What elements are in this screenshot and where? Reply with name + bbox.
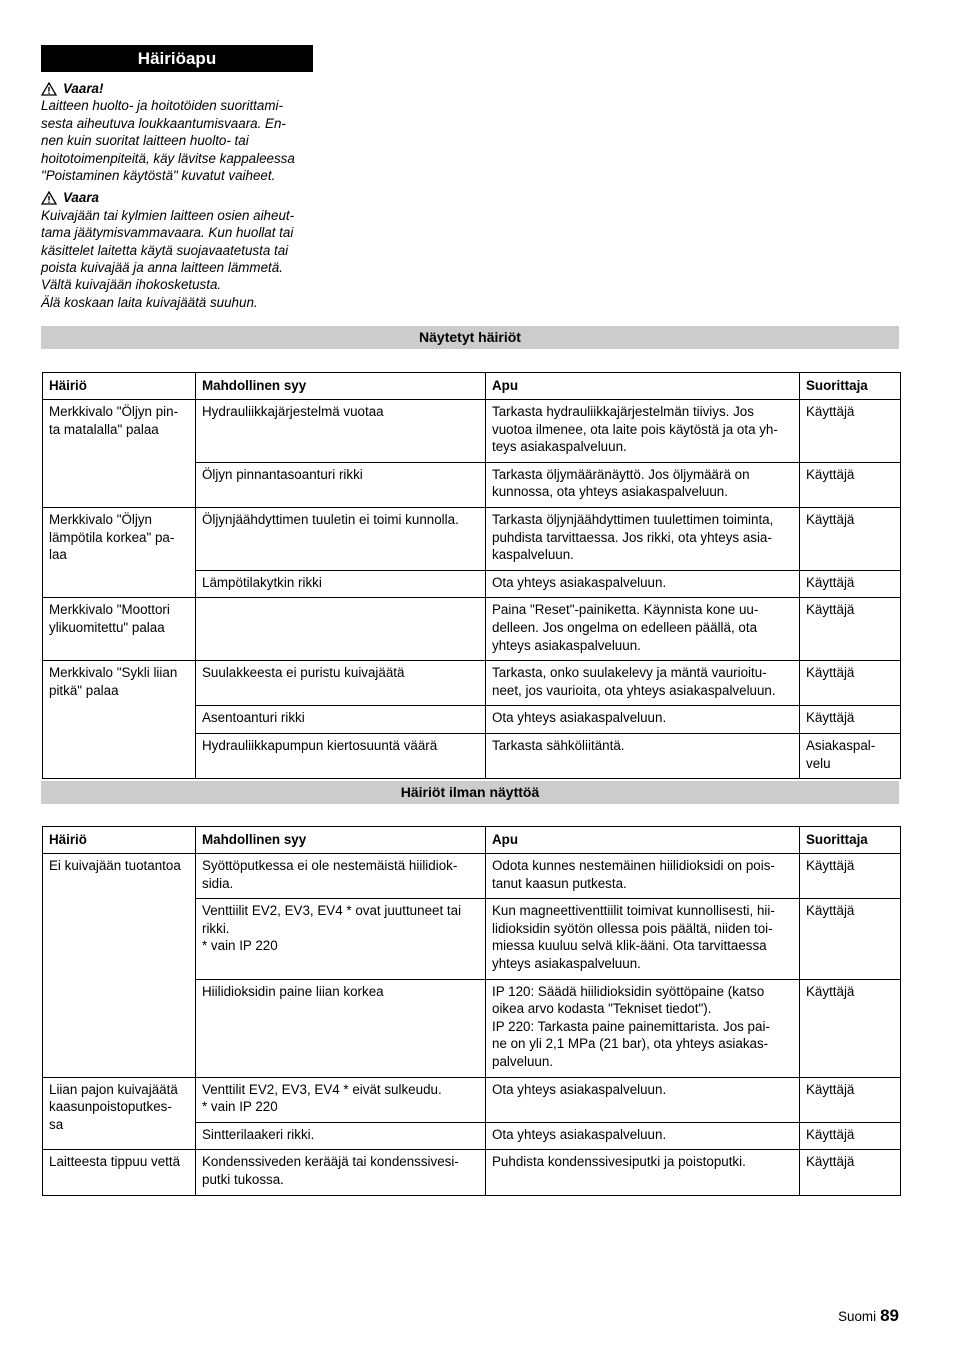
cell-line: Käyttäjä <box>806 574 855 590</box>
remedy-cell <box>486 706 800 734</box>
warning-line: poista kuivajää ja anna laitteen lämmetä. <box>41 260 283 276</box>
cause-cell <box>196 1077 486 1122</box>
warnings <box>41 80 321 316</box>
cause-cell <box>196 462 486 507</box>
remedy-cell <box>486 733 800 778</box>
cell-line: pitkä" palaa <box>49 682 119 698</box>
performer-cell <box>800 899 901 979</box>
warning-heading <box>41 80 321 97</box>
cell-line: Sintterilaakeri rikki. <box>202 1126 315 1142</box>
cell-line: Käyttäjä <box>806 903 855 919</box>
column-header: Suorittaja <box>800 373 901 400</box>
cell-line: kaasunpoistoputkes- <box>49 1099 172 1115</box>
cell-line: tanut kaasun putkesta. <box>492 875 627 891</box>
performer-cell <box>800 462 901 507</box>
cause-cell <box>196 570 486 598</box>
warning-line: nen kuin suoritat laitteen huolto- tai <box>41 133 249 149</box>
table-header-row <box>43 373 901 400</box>
cell-line: Merkkivalo "Öljyn <box>49 511 152 527</box>
warning-triangle-icon <box>41 191 57 205</box>
cause-cell <box>196 1150 486 1195</box>
displayed-faults-table <box>42 372 901 779</box>
warning-line: tama jäätymisvammavaara. Kun huollat tai <box>41 225 294 241</box>
page-footer <box>838 1306 899 1326</box>
cell-line: Paina "Reset"-painiketta. Käynnista kone uu- <box>492 602 759 618</box>
cell-line: sa <box>49 1116 64 1132</box>
column-header: Apu <box>486 827 800 854</box>
remedy-cell <box>486 1122 800 1150</box>
cell-line: ta matalalla" palaa <box>49 421 159 437</box>
remedy-cell <box>486 854 800 899</box>
remedy-cell <box>486 598 800 661</box>
page-title: Häiriöapu <box>41 45 313 72</box>
performer-cell <box>800 1077 901 1122</box>
cell-line: Odota kunnes nestemäinen hiilidioksidi on pois- <box>492 858 775 873</box>
page-number: 89 <box>880 1306 899 1325</box>
cell-line: kaspalveluun. <box>492 547 574 563</box>
cell-line: lidioksidin syötön ollessa pois päältä, niiden toi- <box>492 920 773 936</box>
column-header: Mahdollinen syy <box>196 827 486 854</box>
cell-line: Hydrauliikkajärjestelmä vuotaa <box>202 404 384 419</box>
cell-line: Ota yhteys asiakaspalveluun. <box>492 710 667 726</box>
performer-cell <box>800 706 901 734</box>
cell-line: Syöttöputkessa ei ole nestemäistä hiilidiok- <box>202 858 458 873</box>
performer-cell <box>800 598 901 661</box>
cell-line: yhteys asiakaspalveluun. <box>492 955 641 971</box>
cell-line: yhteys asiakaspalveluun. <box>492 637 641 653</box>
cell-line: Ota yhteys asiakaspalveluun. <box>492 1081 667 1097</box>
cell-line: puhdista tarvittaessa. Jos rikki, ota yhteys asia- <box>492 529 772 545</box>
cell-line: Suulakkeesta ei puristu kuivajäätä <box>202 665 405 681</box>
remedy-cell <box>486 979 800 1077</box>
cell-line: vuotoa ilmenee, ota laite pois käytöstä ja ota yh- <box>492 421 778 437</box>
cell-line: delleen. Jos ongelma on edelleen päällä, ota <box>492 619 758 635</box>
cell-line: putki tukossa. <box>202 1171 284 1187</box>
cell-line: Öljyn pinnantasoanturi rikki <box>202 466 363 482</box>
table-row <box>43 400 901 463</box>
fault-cell <box>43 661 196 779</box>
column-header: Mahdollinen syy <box>196 373 486 400</box>
cell-line: Käyttäjä <box>806 404 855 419</box>
cell-line: * vain IP 220 <box>202 1099 278 1115</box>
section-title-faults-without-display: Häiriöt ilman näyttöä <box>41 781 899 804</box>
table-row <box>43 854 901 899</box>
cell-line: Käyttäjä <box>806 511 855 527</box>
cell-line: neet, jos vaurioita, ota yhteys asiakaspalveluun. <box>492 682 776 698</box>
cell-line: Tarkasta sähköliitäntä. <box>492 737 625 753</box>
faults-without-display-table <box>42 826 901 1196</box>
warning-line: Laitteen huolto- ja hoitotöiden suorittami- <box>41 98 283 114</box>
section-title-displayed-faults: Näytetyt häiriöt <box>41 326 899 349</box>
table-row <box>43 1150 901 1195</box>
remedy-cell <box>486 1077 800 1122</box>
cell-line: Lämpötilakytkin rikki <box>202 574 322 590</box>
cell-line: Liian pajon kuivajäätä <box>49 1081 178 1097</box>
cell-line: Kun magneettiventtiilit toimivat kunnollisesti, hii- <box>492 903 775 919</box>
cell-line: Tarkasta öljymääränäyttö. Jos öljymäärä on <box>492 466 750 482</box>
warning-line: Vältä kuivajään ihokosketusta. <box>41 277 222 293</box>
remedy-cell <box>486 507 800 570</box>
warning-triangle-icon <box>41 82 57 96</box>
performer-cell <box>800 1150 901 1195</box>
cell-line: Puhdista kondenssivesiputki ja poistoputki. <box>492 1154 746 1170</box>
cell-line: Käyttäjä <box>806 710 855 726</box>
cell-line: miessa kuuluu selvä klik-ääni. Ota tarvittaessa <box>492 938 767 954</box>
fault-cell <box>43 1077 196 1150</box>
table-row <box>43 661 901 706</box>
cell-line: Tarkasta, onko suulakelevy ja mäntä vaurioitu- <box>492 665 767 681</box>
remedy-cell <box>486 661 800 706</box>
performer-cell <box>800 1122 901 1150</box>
cell-line: IP 220: Tarkasta paine painemittarista. Jos pai- <box>492 1018 770 1034</box>
cell-line: Ei kuivajään tuotantoa <box>49 858 181 873</box>
remedy-cell <box>486 570 800 598</box>
cell-line: laa <box>49 547 67 563</box>
cell-line: Merkkivalo "Öljyn pin- <box>49 404 179 419</box>
cell-line: Hydrauliikkapumpun kiertosuuntä väärä <box>202 737 438 753</box>
warning-line: Kuivajään tai kylmien laitteen osien aiheut- <box>41 207 295 223</box>
performer-cell <box>800 854 901 899</box>
cell-line: Merkkivalo "Moottori <box>49 602 170 618</box>
cause-cell <box>196 979 486 1077</box>
table-row <box>43 598 901 661</box>
performer-cell <box>800 661 901 706</box>
column-header: Häiriö <box>43 827 196 854</box>
fault-cell <box>43 400 196 508</box>
cell-line: Asentoanturi rikki <box>202 710 305 726</box>
cell-line: Käyttäjä <box>806 602 855 618</box>
cause-cell <box>196 507 486 570</box>
remedy-cell <box>486 899 800 979</box>
performer-cell <box>800 570 901 598</box>
cell-line: Käyttäjä <box>806 1081 855 1097</box>
cell-line: Käyttäjä <box>806 466 855 482</box>
fault-cell <box>43 598 196 661</box>
cell-line: Venttiilit EV2, EV3, EV4 * ovat juuttuneet tai <box>202 903 462 919</box>
cause-cell <box>196 706 486 734</box>
cell-line: Käyttäjä <box>806 858 855 873</box>
cell-line: Öljynjäähdyttimen tuuletin ei toimi kunnolla. <box>202 511 459 527</box>
cell-line: lämpötila korkea" pa- <box>49 529 175 545</box>
cause-cell <box>196 661 486 706</box>
cell-line: ne on yli 2,1 MPa (21 bar), ota yhteys asiakas- <box>492 1036 769 1052</box>
cause-cell <box>196 1122 486 1150</box>
warning-heading <box>41 189 321 206</box>
table-row <box>43 507 901 570</box>
cell-line: Ota yhteys asiakaspalveluun. <box>492 1126 667 1142</box>
cell-line: oikea arvo kodasta "Tekniset tiedot"). <box>492 1001 712 1017</box>
table-row <box>43 1077 901 1122</box>
cause-cell <box>196 598 486 661</box>
remedy-cell <box>486 462 800 507</box>
cell-line: Käyttäjä <box>806 665 855 681</box>
cell-line: * vain IP 220 <box>202 938 278 954</box>
performer-cell <box>800 979 901 1077</box>
cell-line: ylikuomitettu" palaa <box>49 619 165 635</box>
performer-cell <box>800 507 901 570</box>
fault-cell <box>43 1150 196 1195</box>
cause-cell <box>196 733 486 778</box>
cell-line: palveluun. <box>492 1053 554 1069</box>
column-header: Häiriö <box>43 373 196 400</box>
column-header: Suorittaja <box>800 827 901 854</box>
cell-line: rikki. <box>202 920 230 936</box>
cell-line: Laitteesta tippuu vettä <box>49 1154 181 1170</box>
cell-line: sidia. <box>202 875 234 891</box>
cause-cell <box>196 400 486 463</box>
warning-label: Vaara <box>63 190 99 206</box>
cell-line: Asiakaspal- <box>806 737 876 753</box>
cell-line: velu <box>806 755 831 771</box>
fault-cell <box>43 507 196 597</box>
warning-line: sesta aiheutuva loukkaantumisvaara. En- <box>41 115 286 131</box>
column-header: Apu <box>486 373 800 400</box>
performer-cell <box>800 400 901 463</box>
cell-line: teys asiakaspalveluun. <box>492 439 627 455</box>
cell-line: Ota yhteys asiakaspalveluun. <box>492 574 667 590</box>
warning-line: käsittelet laitetta käytä suojavaatetusta tai <box>41 242 289 258</box>
warning-label: Vaara! <box>63 81 104 96</box>
performer-cell <box>800 733 901 778</box>
cell-line: Käyttäjä <box>806 1154 855 1170</box>
cell-line: Kondenssiveden kerääjä tai kondenssivesi- <box>202 1154 459 1170</box>
cell-line: Käyttäjä <box>806 1126 855 1142</box>
fault-cell <box>43 854 196 1078</box>
cause-cell <box>196 854 486 899</box>
cell-line: IP 120: Säädä hiilidioksidin syöttöpaine (katso <box>492 983 765 999</box>
cell-line: Merkkivalo "Sykli liian <box>49 665 178 681</box>
cell-line: Venttilit EV2, EV3, EV4 * eivät sulkeudu. <box>202 1081 442 1097</box>
cause-cell <box>196 899 486 979</box>
remedy-cell <box>486 400 800 463</box>
remedy-cell <box>486 1150 800 1195</box>
warning-text <box>41 207 321 311</box>
warning-line: "Poistaminen käytöstä" kuvatut vaiheet. <box>41 168 276 184</box>
warning-line: Älä koskaan laita kuivajäätä suuhun. <box>41 294 258 310</box>
cell-line: Hiilidioksidin paine liian korkea <box>202 983 384 999</box>
cell-line: Tarkasta hydrauliikkajärjestelmän tiiviys. Jos <box>492 404 754 419</box>
footer-language: Suomi <box>838 1309 877 1324</box>
cell-line: Käyttäjä <box>806 983 855 999</box>
warning-text <box>41 97 321 184</box>
warning-line: hoitotoimenpiteitä, käy lävitse kappaleessa <box>41 150 295 166</box>
cell-line: Tarkasta öljynjäähdyttimen tuulettimen toiminta, <box>492 511 774 527</box>
table-header-row <box>43 827 901 854</box>
cell-line: kunnossa, ota yhteys asiakaspalveluun. <box>492 484 728 500</box>
